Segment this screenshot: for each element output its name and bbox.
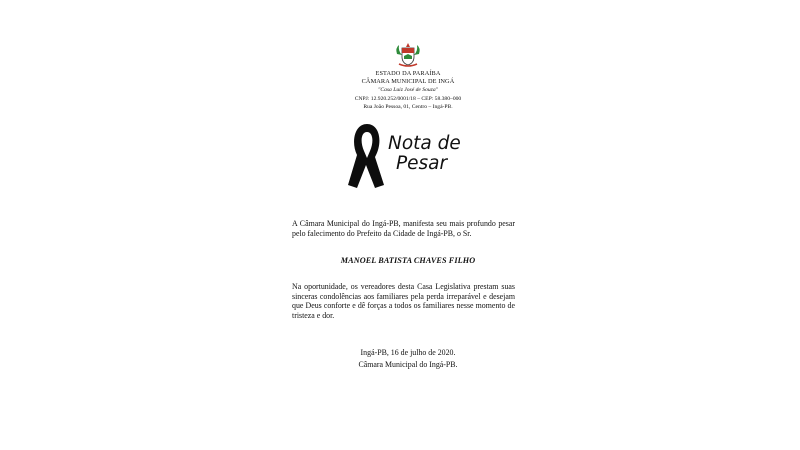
deceased-name: MANOEL BATISTA CHAVES FILHO <box>340 256 476 265</box>
letterhead-house-name: "Casa Luiz José de Souza" <box>377 87 438 94</box>
condolence-paragraph-2: Na oportunidade, os vereadores desta Casa Legislativa prestam suas sinceras condolências aos familiares pela perda irreparável e desejam que Deus conforte e dê forças a todos os familiares nesse momento de tristeza e dor. <box>292 282 515 321</box>
coat-of-arms-icon <box>394 42 422 68</box>
condolence-paragraph-1: A Câmara Municipal do Ingá-PB, manifesta seu mais profundo pesar pelo falecimento do Prefeito da Cidade de Ingá-PB, o Sr. <box>292 219 515 238</box>
notice-title-line1: Nota de <box>388 133 461 154</box>
notice-title-line2: Pesar <box>396 153 448 174</box>
letterhead <box>300 70 516 111</box>
mourning-ribbon-icon <box>346 121 388 191</box>
letterhead-cnpj-cep: CNPJ: 12.920.252/0001/18 – CEP: 58.380–000 <box>354 95 462 102</box>
notice-title <box>384 134 494 174</box>
signoff <box>300 347 516 370</box>
date-line: Ingá-PB, 16 de julho de 2020. <box>360 348 456 357</box>
letterhead-address: Rua João Pessoa, 01, Centro – Ingá-PB. <box>363 103 453 110</box>
signature-line: Câmara Municipal do Ingá-PB. <box>358 359 458 369</box>
letterhead-state: ESTADO DA PARAÍBA <box>375 70 441 77</box>
letterhead-chamber: CÂMARA MUNICIPAL DE INGÁ <box>361 78 455 86</box>
